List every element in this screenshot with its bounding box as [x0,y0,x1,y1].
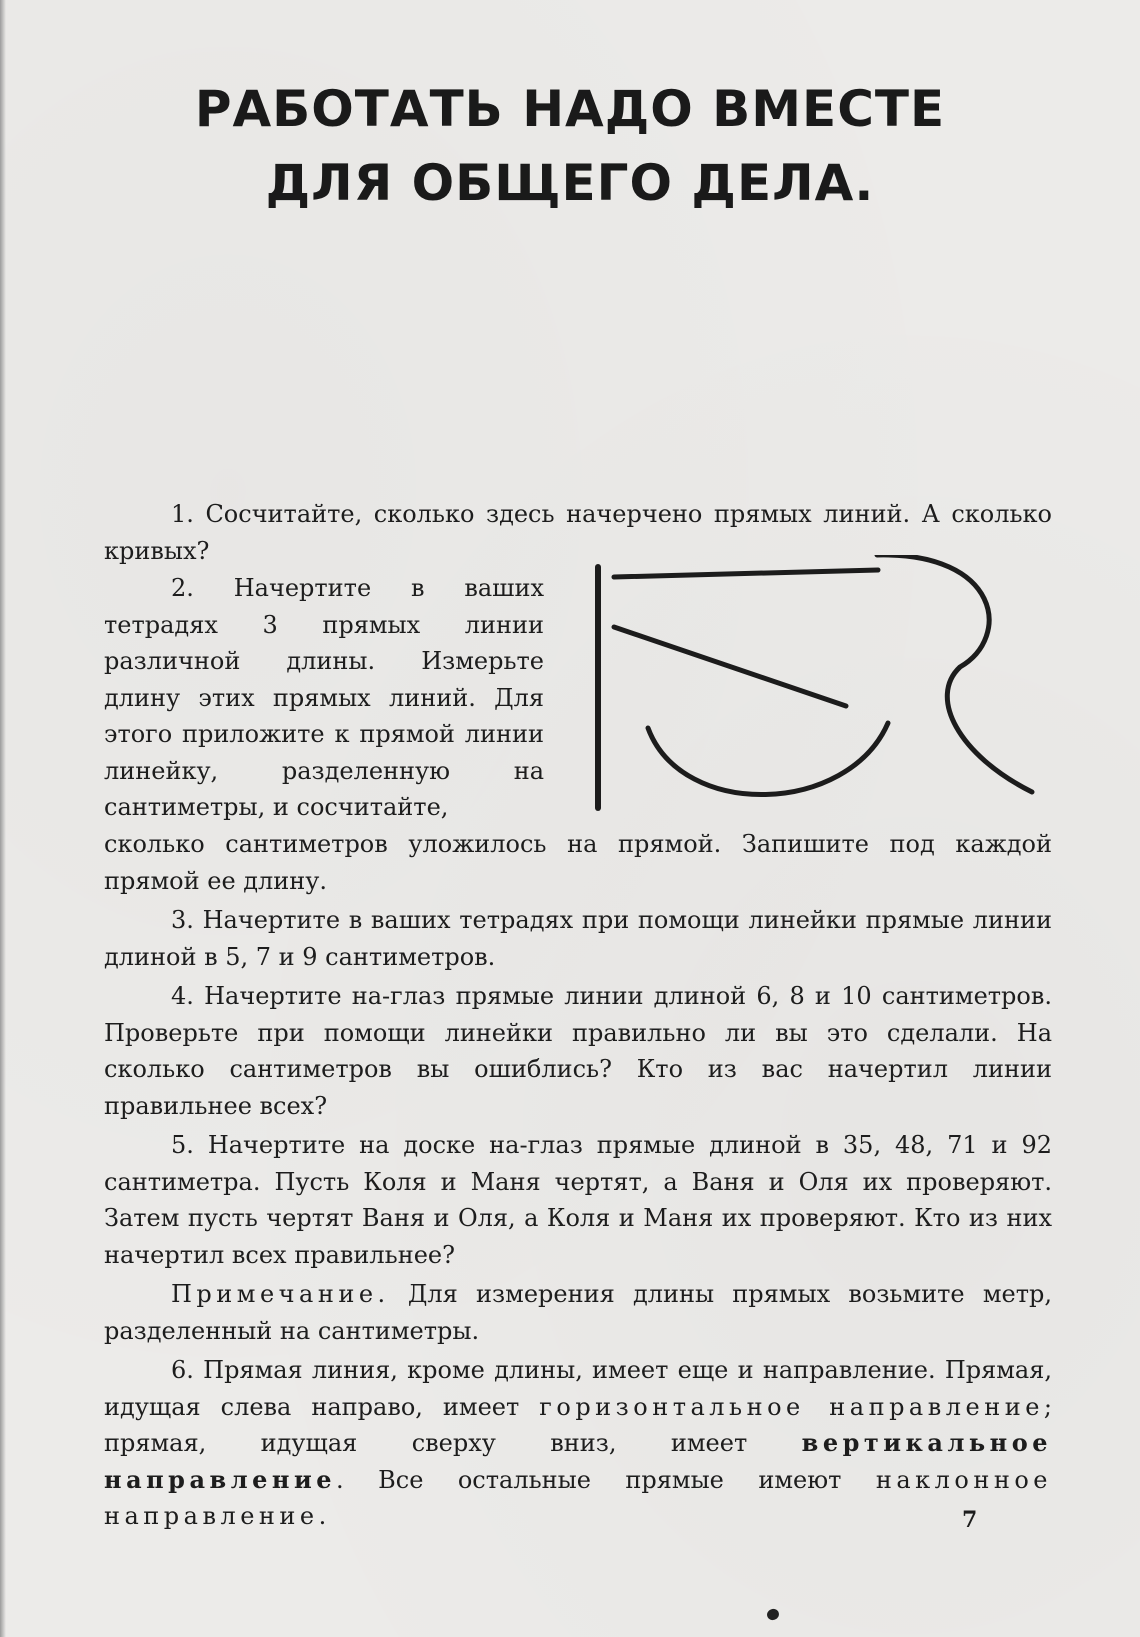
exercise-3: 3. Начертите в ваших тетрадях при помощи линейки прямые линии длиной в 5, 7 и 9 сантиметров. [104,906,1052,971]
note [104,1276,1052,1349]
ink-blot [765,1607,780,1621]
exercise-6-end: . [318,1502,327,1530]
horizontal-line [614,570,878,577]
page-number: 7 [962,1507,978,1533]
exercise-6 [104,1352,1052,1535]
inclined-line [614,627,846,706]
exercises-continued [104,826,1052,1535]
note-text: Для измерения длины прямых возьмите метр, разделенный на сантиметры. [104,1280,1052,1345]
term-inclined: наклонное направление [104,1465,1052,1530]
page-title [0,72,1140,220]
exercise-2-text: 2. Начертите в ваших тетрадях 3 прямых линии различной длины. Измерьте длину этих прямых линий. Для этого приложите к прямой линии линейку, разделенную на сантиметры, и сосчитайте, [104,574,544,821]
title-line-2: ДЛЯ ОБЩЕГО ДЕЛА. [265,154,875,212]
title-line-1: РАБОТАТЬ НАДО ВМЕСТЕ [194,80,946,138]
exercise-5: 5. Начертите на доске на-глаз прямые длиной в 35, 48, 71 и 92 сантиметра. Пусть Коля и Маня чертят, а Ваня и Оля их проверяют. Затем пусть чертят Ваня и Оля, а Коля и Маня их проверяют. Кто из них начертил всех правильнее? [104,1131,1052,1269]
exercise-2-continued: сколько сантиметров уложилось на прямой. Запишите под каждой прямой ее длину. [104,830,1052,895]
exercise-2 [104,570,544,826]
term-horizontal: горизонтальное направление [539,1392,1044,1421]
note-label: Примечание. [171,1280,390,1308]
s-curve [877,555,1032,792]
arc-curve [648,723,888,795]
exercise-6-lead: 6. Прямая линия, кроме длины, имеет еще и направление. Прямая, идущая слева направо, имеет [104,1356,1052,1421]
term-vertical: вертикальное направление [104,1428,1052,1494]
exercise-6-mid: ; прямая, идущая сверху вниз, имеет [104,1392,1052,1457]
exercise-4: 4. Начертите на-глаз прямые линии длиной 6, 8 и 10 сантиметров. Проверьте при помощи линейки правильно ли вы это сделали. На сколько сантиметров вы ошиблись? Кто из вас начертил линии правильнее всех? [104,982,1052,1120]
page-edge-shadow [0,0,6,1637]
lines-figure [590,555,1050,815]
exercise-6-mid2: . Все остальные прямые имеют [336,1465,842,1494]
exercise-1-text: 1. Сосчитайте, сколько здесь начерчено прямых линий. А сколько кривых? [104,500,1052,565]
